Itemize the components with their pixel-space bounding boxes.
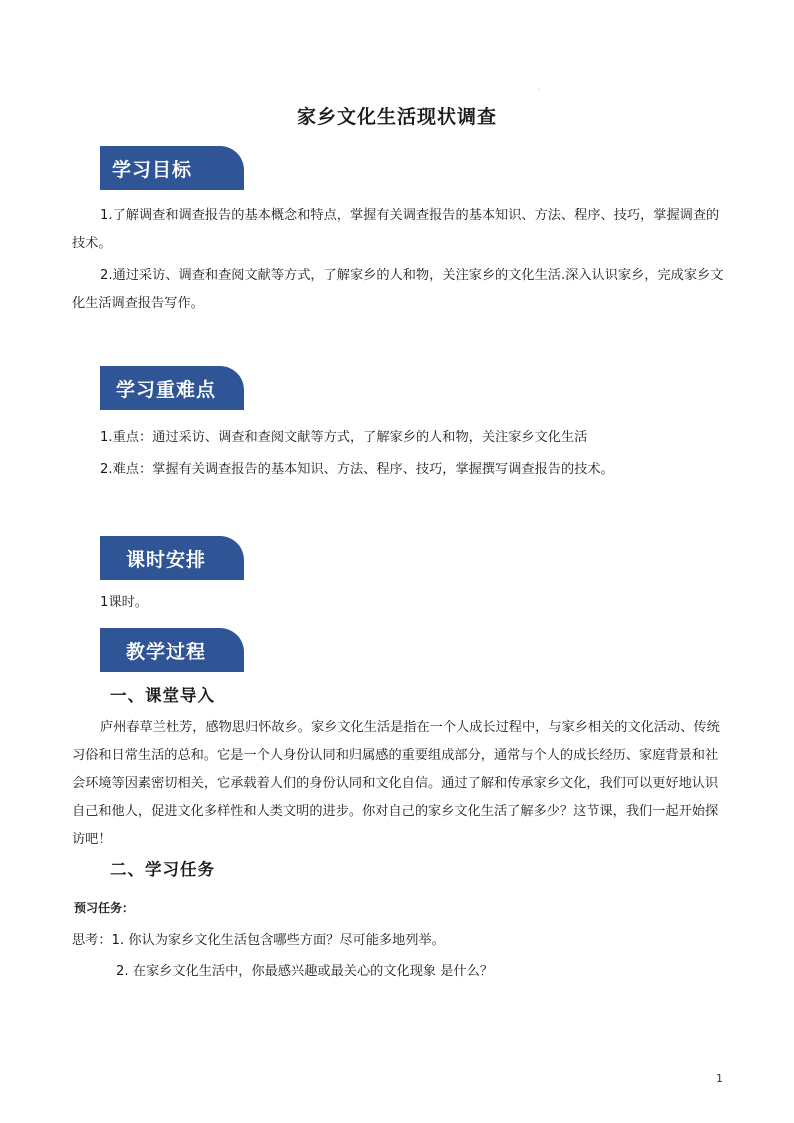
schedule-text: 1课时。 bbox=[100, 595, 148, 610]
goal-item-2: 2.通过采访、调查和查阅文献等方式，了解家乡的人和物，关注家乡的文化生活.深入认识家乡，完成家乡文化生活调查报告写作。 bbox=[72, 268, 724, 311]
section-heading-keypoints: 学习重难点 bbox=[116, 378, 217, 401]
goal-item-1: 1.了解调查和调查报告的基本概念和特点，掌握有关调查报告的基本知识、方法、程序、技巧，掌握调查的技术。 bbox=[72, 208, 720, 251]
think-question-2: 2. 在家乡文化生活中，你最感兴趣或最关心的文化现象 是什么？ bbox=[116, 964, 494, 979]
intro-paragraph: 庐州春草兰杜芳，感物思归怀故乡。家乡文化生活是指在一个人成长过程中，与家乡相关的文化活动、传统习俗和日常生活的总和。它是一个人身份认同和归属感的重要组成部分，通常与个人的成长经历、家庭背景和社会环境等因素密切相关，它承载着人们的身份认同和文化自信。通过了解和传承家乡文化，我们可以更好地认识自己和他人，促进文化多样性和人类文明的进步。你对自己的家乡文化生活了解多少？这节课，我们一起开始探访吧！ bbox=[72, 720, 720, 847]
task-title: 二、学习任务 bbox=[110, 860, 215, 879]
section-heading-goals: 学习目标 bbox=[112, 158, 193, 181]
think-question-1: 思考：1. 你认为家乡文化生活包含哪些方面？尽可能多地列举。 bbox=[72, 933, 445, 948]
preview-task-label: 预习任务： bbox=[74, 901, 135, 915]
stray-mark: ' bbox=[538, 88, 540, 95]
page-title: 家乡文化生活现状调查 bbox=[296, 106, 497, 128]
section-tab-keypoints bbox=[100, 366, 244, 410]
section-tab-goals bbox=[100, 146, 244, 190]
section-heading-schedule: 课时安排 bbox=[126, 548, 207, 571]
section-heading-process: 教学过程 bbox=[126, 640, 207, 663]
section-tab-schedule bbox=[100, 536, 244, 580]
keypoint-item-1: 1.重点：通过采访、调查和查阅文献等方式，了解家乡的人和物，关注家乡文化生活 bbox=[100, 430, 588, 445]
intro-title: 一、课堂导入 bbox=[110, 686, 215, 705]
keypoint-item-2: 2.难点：掌握有关调查报告的基本知识、方法、程序、技巧，掌握撰写调查报告的技术。 bbox=[100, 462, 614, 477]
page-number: 1 bbox=[716, 1072, 723, 1085]
section-tab-process bbox=[100, 628, 244, 672]
